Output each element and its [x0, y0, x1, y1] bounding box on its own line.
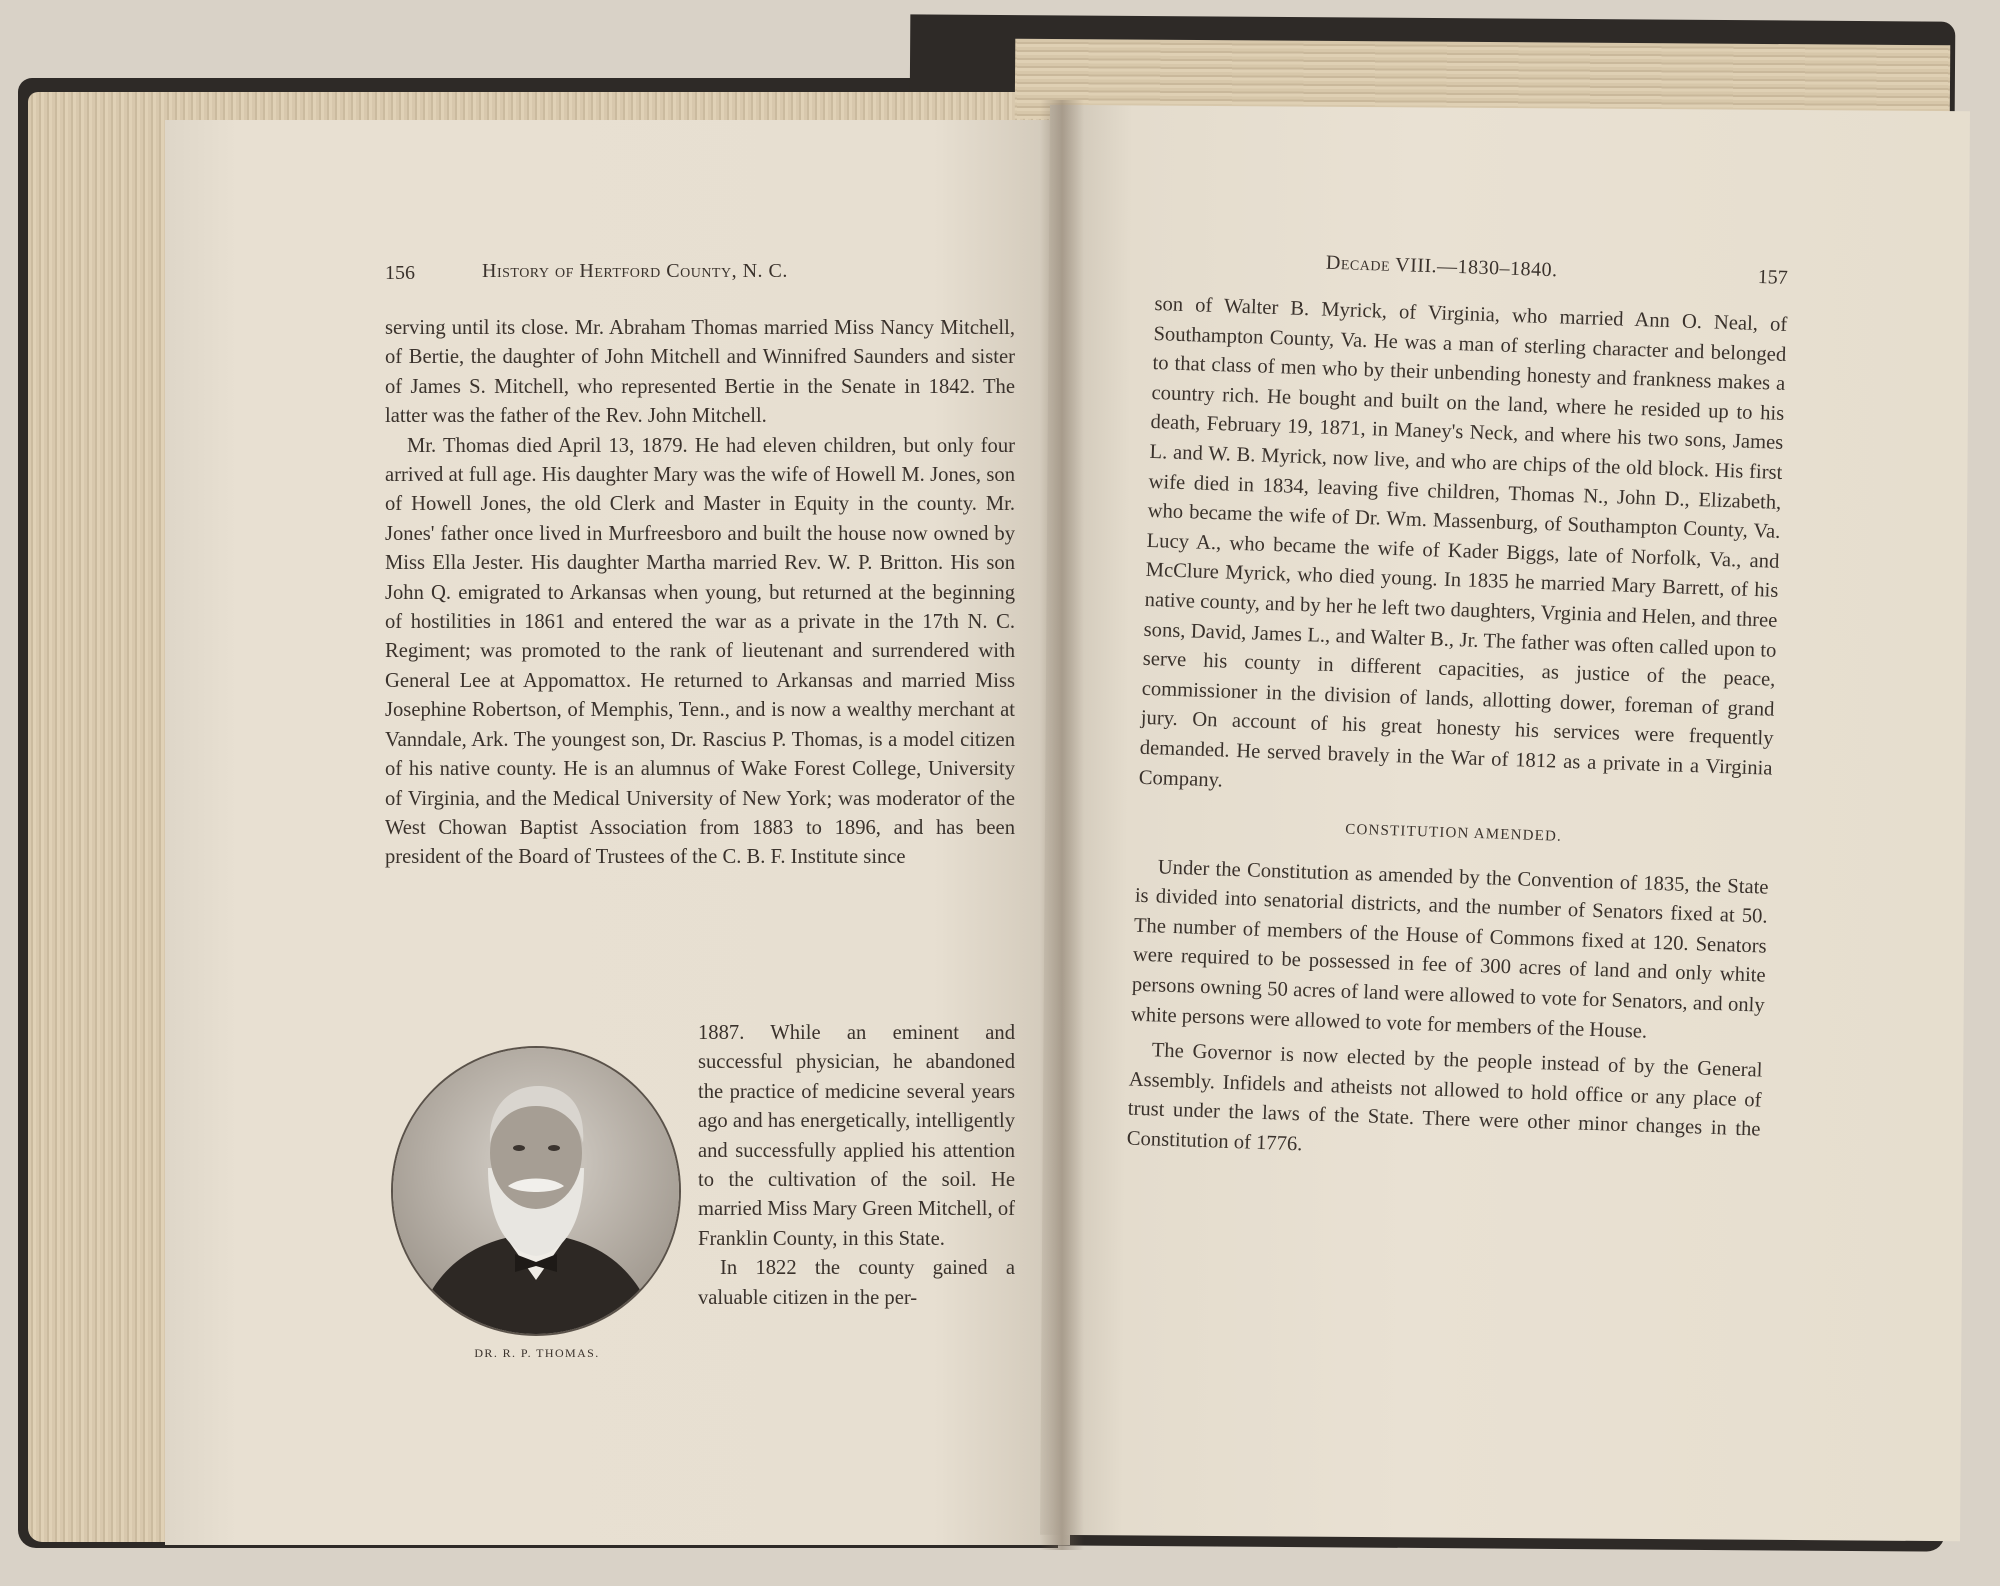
right-paragraph-1: son of Walter B. Myrick, of Virginia, who married Ann O. Neal, of Southampton County, Va. He was a man of sterling character and belonged to that class of men who by their unbending honesty and frankness makes a country rich. He bought and built on the land, where he resided up to his death, February 19, 1871, in Maney's Neck, and where his two sons, James L. and W. B. Myrick, now live, and who are chips of the old block. His first wife died in 1834, leaving five children, Thomas N., John D., Elizabeth, who became the wife of Dr. Wm. Massenburg, of Southampton County, Va. Lucy A., who became the wife of Kader Biggs, late of Norfolk, Va., and McClure Myrick, who died young. In 1835 he married Mary Barrett, of his native county, and by her he left two daughters, Vrginia and Helen, and three sons, David, James L., and Walter B., Jr. The father was often called upon to serve his county in different capacities, as justice of the peace, commissioner in the division of lands, allotting dower, foreman of grand jury. On account of his great honesty his services were frequently demanded. He served bravely in the War of 1812 as a private in a Virginia Company. [1138, 292, 1788, 792]
portrait-image [393, 1048, 679, 1334]
right-body-text [1126, 290, 1787, 1175]
text-beside-portrait [698, 1019, 1015, 1313]
right-page-number: 157 [1757, 265, 1789, 289]
section-paragraph-2: The Governor is now elected by the people instead of by the General Assembly. Infidels and atheists not allowed to hold office or any place of trust under the laws of the State. There were other minor changes in the Constitution of 1776. [1126, 1039, 1763, 1156]
left-page-number: 156 [385, 262, 415, 284]
left-paragraph-2: Mr. Thomas died April 13, 1879. He had eleven children, but only four arrived at full age. His daughter Mary was the wife of Howell M. Jones, son of Howell Jones, the old Clerk and Master in Equity in the county. Mr. Jones' father once lived in Murfreesboro and built the house now owned by Miss Ella Jester. His daughter Martha married Rev. W. P. Britton. His son John Q. emigrated to Arkansas when young, but returned at the beginning of hostilities in 1861 and entered the war as a private in the 17th N. C. Regiment; was promoted to the rank of lieutenant and surrendered with General Lee at Appomattox. He returned to Arkansas and married Miss Josephine Robertson, of Memphis, Tenn., and is now a wealthy merchant at Vanndale, Ark. The youngest son, Dr. Rascius P. Thomas, is a model citizen of his native county. He is an alumnus of Wake Forest College, University of Virginia, and the Medical University of New York; was moderator of the West Chowan Baptist Association from 1883 to 1896, and has been president of the Board of Trustees of the C. B. F. Institute since [385, 434, 1015, 869]
section-heading: CONSTITUTION AMENDED. [1345, 821, 1563, 845]
beside-portrait-paragraph-2: In 1822 the county gained a valuable citizen in the per- [698, 1257, 1015, 1309]
left-paragraph-1: serving until its close. Mr. Abraham Thomas married Miss Nancy Mitchell, of Bertie, the daughter of John Mitchell and Winnifred Saunders and sister of James S. Mitchell, who represented Bertie in the Senate in 1842. The latter was the father of the Rev. John Mitchell. [385, 317, 1015, 428]
right-running-head: Decade VIII.—1830–1840. [1325, 251, 1558, 282]
book-gutter [1040, 100, 1084, 1550]
portrait-illustration [393, 1048, 679, 1334]
left-body-text [385, 314, 1015, 873]
beside-portrait-paragraph-1: 1887. While an eminent and successful physician, he abandoned the practice of medicine several years ago and has energetically, intelligently and successfully applied his attention to the cultivation of the soil. He married Miss Mary Green Mitchell, of Franklin County, in this State. [698, 1022, 1015, 1250]
right-page-content [1126, 251, 1789, 1175]
portrait-caption: DR. R. P. THOMAS. [474, 1346, 600, 1360]
left-running-head: History of Hertford County, N. C. [482, 260, 788, 282]
section-paragraph-1: Under the Constitution as amended by the Convention of 1835, the State is divided into senatorial districts, and the number of Senators fixed at 50. The number of members of the House of Commons fixed at 120. Senators were required to be possessed in fee of 300 acres of land and only white persons owning 50 acres of land were allowed to vote for Senators, and only white persons were allowed to vote for members of the House. [1130, 856, 1769, 1043]
